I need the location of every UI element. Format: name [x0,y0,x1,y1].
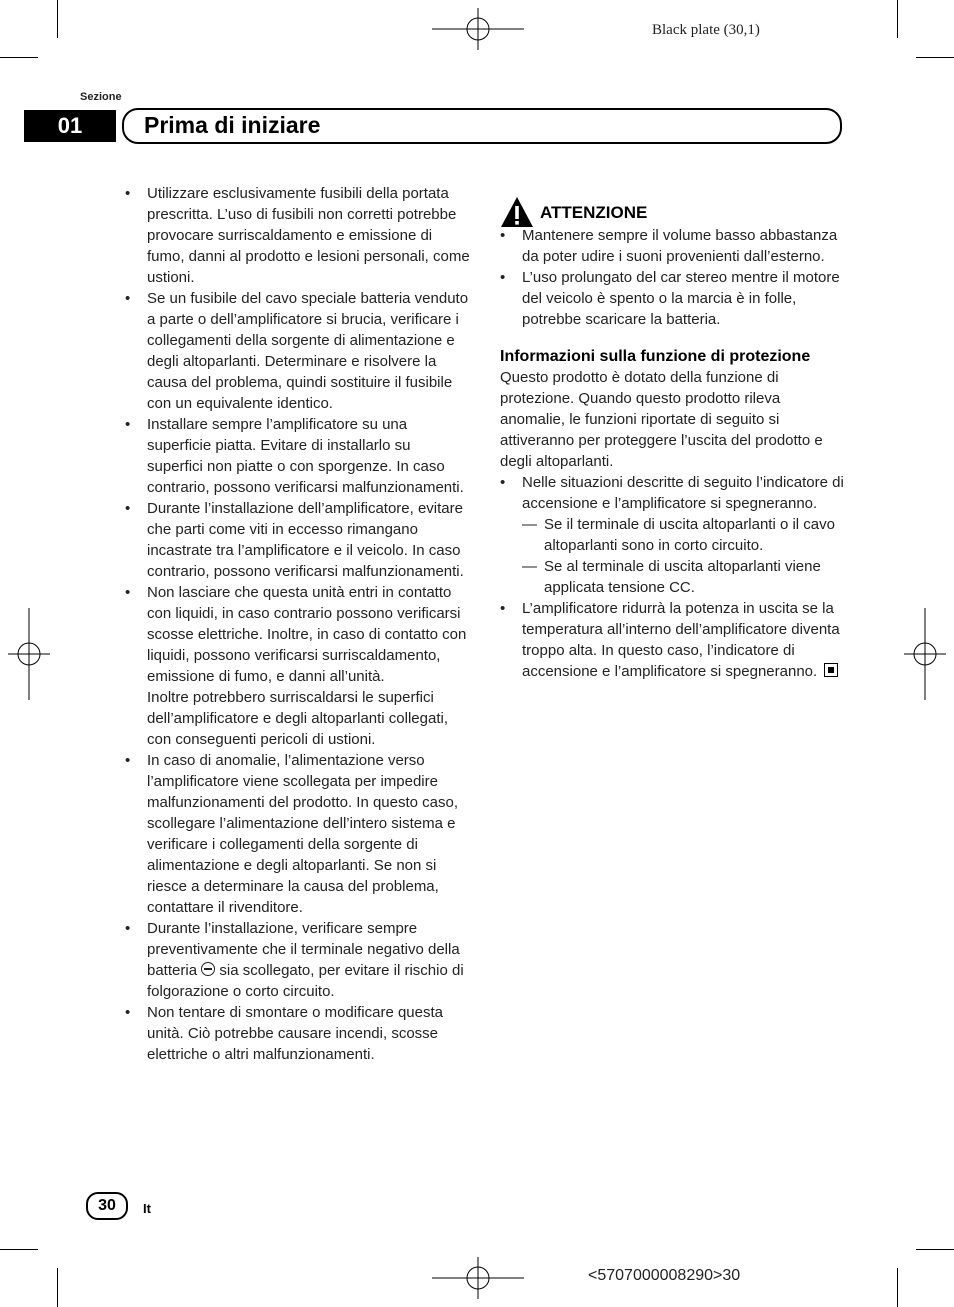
list-item [125,582,470,750]
page-number: 30 [86,1192,128,1220]
page-title: Prima di iniziare [144,112,321,138]
list-item-text: Nelle situazioni descritte di seguito l’indicatore di accensione e l’amplificatore si spegneranno. [522,474,844,512]
list-item: • Mantenere sempre il volume basso abbastanza da poter udire i suoni provenienti dall’esterno. [500,225,845,267]
registration-mark-right [904,608,946,700]
caution-title: ATTENZIONE [540,202,648,222]
section-heading: Informazioni sulla funzione di protezione [500,348,811,365]
left-column [125,183,470,1065]
negative-terminal-icon [201,962,215,976]
list-item: • Se un fusibile del cavo speciale batteria venduto a parte o dell’amplificatore si brucia, verificare i collegamenti della sorgente di alimentazione e degli altoparlanti. Determinare e risolvere la causa del problema, quindi sostituire il fusibile con un equivalente identico. [125,288,470,414]
list-item [500,472,845,598]
crop-mark [0,57,38,58]
list-item-text: Durante l’installazione, verificare sempre preventivamente che il terminale negativo della batteria [147,920,460,979]
registration-mark-left [8,608,50,700]
section-number: 01 [24,110,116,142]
bullet-list [125,183,470,1065]
registration-mark-top [432,8,524,50]
section-title-box [122,108,842,144]
list-item: • L’uso prolungato del car stereo mentre il motore del veicolo è spento o la marcia è in folle, potrebbe scaricare la batteria. [500,267,845,330]
list-item-text: Non lasciare che questa unità entri in contatto con liquidi, in caso contrario possono verificarsi scosse elettriche. Inoltre, in caso di contatto con liquidi, possono verificarsi surriscaldamento, emissione di fumo, e danni all’unità. [147,584,467,685]
plate-label: Black plate (30,1) [652,22,760,38]
crop-mark [897,1268,898,1307]
list-item [500,598,845,682]
list-item [125,918,470,1002]
crop-mark [916,57,954,58]
section-label: Sezione [80,91,122,103]
list-item: • Utilizzare esclusivamente fusibili della portata prescritta. L’uso di fusibili non corretti potrebbe provocare surriscaldamento e emissione di fumo, danni al prodotto e lesioni personali, come ustioni. [125,183,470,288]
document-code: <5707000008290>30 [588,1267,741,1284]
crop-mark [916,1249,954,1250]
end-mark-icon [824,663,838,677]
crop-mark [0,1249,38,1250]
language-code: It [143,1201,151,1216]
crop-mark [57,1268,58,1307]
right-column [500,195,845,682]
paragraph: Questo prodotto è dotato della funzione di protezione. Quando questo prodotto rileva anomalie, le funzioni riportate di seguito si attiveranno per proteggere l’uscita del prodotto e degli altoparlanti. [500,369,823,470]
dash-item: — Se il terminale di uscita altoparlanti o il cavo altoparlanti sono in corto circuito. [522,514,845,556]
list-item-continuation: Inoltre potrebbero surriscaldarsi le superfici dell’amplificatore e degli altoparlanti collegati, con conseguenti pericoli di ustioni. [147,689,449,748]
registration-mark-bottom [432,1257,524,1299]
list-item-text: L’amplificatore ridurrà la potenza in uscita se la temperatura all’interno dell’amplificatore diventa troppo alta. In questo caso, l’indicatore di accensione e l’amplificatore si spegneranno. [522,600,840,680]
caution-header [500,195,845,229]
warning-triangle-icon [500,196,534,228]
crop-mark [57,0,58,38]
list-item: • In caso di anomalie, l’alimentazione verso l’amplificatore viene scollegata per impedire malfunzionamenti del prodotto. In questo caso, scollegare l’alimentazione dell’intero sistema e verificare i collegamenti della sorgente di alimentazione e degli altoparlanti. Se non si riesce a determinare la causa del problema, contattare il rivenditore. [125,750,470,918]
list-item-text: sia scollegato, per evitare il rischio di folgorazione o corto circuito. [147,962,464,1000]
caution-list [500,225,845,330]
list-item: • Installare sempre l’amplificatore su una superficie piatta. Evitare di installarlo su superfici non piatte o con sporgenze. In caso contrario, possono verificarsi malfunzionamenti. [125,414,470,498]
dash-item: — Se al terminale di uscita altoparlanti viene applicata tensione CC. [522,556,845,598]
dash-list [522,514,845,598]
protection-list [500,472,845,682]
crop-mark [897,0,898,38]
list-item: • Durante l’installazione dell’amplificatore, evitare che parti come viti in eccesso rimangano incastrate tra l’amplificatore e il veicolo. In caso contrario, possono verificarsi malfunzionamenti. [125,498,470,582]
list-item: • Non tentare di smontare o modificare questa unità. Ciò potrebbe causare incendi, scosse elettriche o altri malfunzionamenti. [125,1002,470,1065]
